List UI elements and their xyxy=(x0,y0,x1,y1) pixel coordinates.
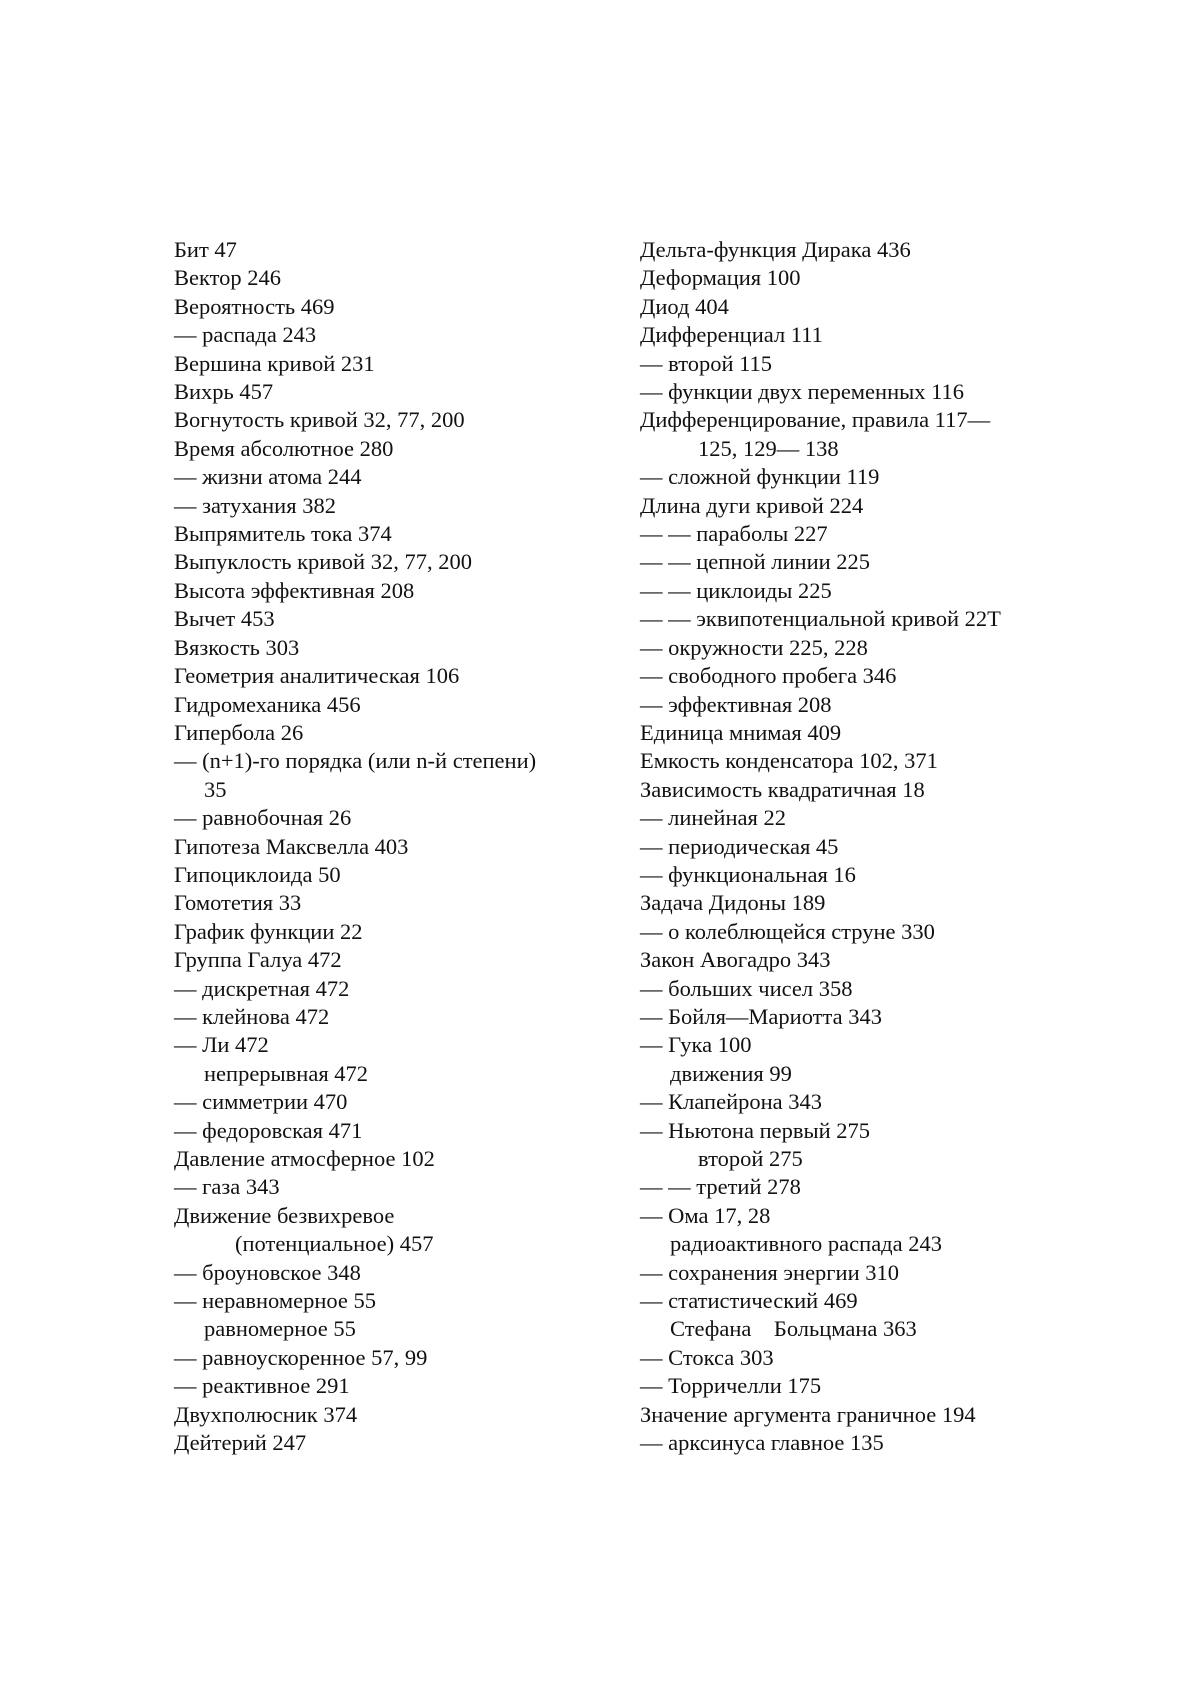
index-entry: — реактивное 291 xyxy=(174,1372,614,1400)
index-entry: — Бойля—Мариотта 343 xyxy=(640,1003,1060,1031)
index-entry: — линейная 22 xyxy=(640,804,1060,832)
index-entry: Гомотетия 33 xyxy=(174,889,614,917)
index-entry: Стефана Больцмана 363 xyxy=(640,1315,1060,1343)
index-entry: Время абсолютное 280 xyxy=(174,435,614,463)
index-entry: Давление атмосферное 102 xyxy=(174,1145,614,1173)
index-entry: — сложной функции 119 xyxy=(640,463,1060,491)
index-entry: 125, 129— 138 xyxy=(640,435,1060,463)
index-entry: непрерывная 472 xyxy=(174,1060,614,1088)
index-entry: — неравномерное 55 xyxy=(174,1287,614,1315)
index-entry: — Ли 472 xyxy=(174,1031,614,1059)
index-entry: — Ньютона первый 275 xyxy=(640,1117,1060,1145)
index-entry: — (n+1)-го порядка (или n-й степени) xyxy=(174,747,614,775)
index-entry: второй 275 xyxy=(640,1145,1060,1173)
index-entry: — — цепной линии 225 xyxy=(640,548,1060,576)
index-entry: Диод 404 xyxy=(640,293,1060,321)
index-entry: равномерное 55 xyxy=(174,1315,614,1343)
index-entry: Высота эффективная 208 xyxy=(174,577,614,605)
index-entry: — Стокса 303 xyxy=(640,1344,1060,1372)
index-entry: Движение безвихревое xyxy=(174,1202,614,1230)
index-entry: — арксинуса главное 135 xyxy=(640,1429,1060,1457)
index-entry: Вероятность 469 xyxy=(174,293,614,321)
index-entry: Значение аргумента граничное 194 xyxy=(640,1401,1060,1429)
index-entry: Группа Галуа 472 xyxy=(174,946,614,974)
index-entry: (потенциальное) 457 xyxy=(174,1230,614,1258)
index-entry: — периодическая 45 xyxy=(640,833,1060,861)
index-entry: Емкость конденсатора 102, 371 xyxy=(640,747,1060,775)
index-entry: Закон Авогадро 343 xyxy=(640,946,1060,974)
index-entry: движения 99 xyxy=(640,1060,1060,1088)
index-entry: — окружности 225, 228 xyxy=(640,634,1060,662)
index-entry: — о колеблющейся струне 330 xyxy=(640,918,1060,946)
index-entry: — жизни атома 244 xyxy=(174,463,614,491)
index-entry: Задача Дидоны 189 xyxy=(640,889,1060,917)
index-entry: — дискретная 472 xyxy=(174,975,614,1003)
index-entry: — эффективная 208 xyxy=(640,691,1060,719)
index-column-right xyxy=(640,236,1060,1457)
index-page xyxy=(0,0,1200,1698)
index-entry: — — третий 278 xyxy=(640,1173,1060,1201)
index-entry: — функциональная 16 xyxy=(640,861,1060,889)
index-entry: Дельта-функция Дирака 436 xyxy=(640,236,1060,264)
index-entry: — — циклоиды 225 xyxy=(640,577,1060,605)
index-entry: Вычет 453 xyxy=(174,605,614,633)
index-entry: — статистический 469 xyxy=(640,1287,1060,1315)
index-entry: — — параболы 227 xyxy=(640,520,1060,548)
index-entry: Вязкость 303 xyxy=(174,634,614,662)
index-entry: — больших чисел 358 xyxy=(640,975,1060,1003)
index-entry: — — эквипотенциальной кривой 22Т xyxy=(640,605,1060,633)
index-entry: — распада 243 xyxy=(174,321,614,349)
index-entry: Дифференцирование, правила 117— xyxy=(640,406,1060,434)
index-entry: — симметрии 470 xyxy=(174,1088,614,1116)
index-entry: — федоровская 471 xyxy=(174,1117,614,1145)
index-entry: Вершина кривой 231 xyxy=(174,350,614,378)
index-entry: — Торричелли 175 xyxy=(640,1372,1060,1400)
index-entry: Гипоциклоида 50 xyxy=(174,861,614,889)
index-entry: Зависимость квадратичная 18 xyxy=(640,776,1060,804)
index-entry: — клейнова 472 xyxy=(174,1003,614,1031)
index-entry: Геометрия аналитическая 106 xyxy=(174,662,614,690)
index-entry: 35 xyxy=(174,776,614,804)
index-entry: — затухания 382 xyxy=(174,492,614,520)
index-entry: — Ома 17, 28 xyxy=(640,1202,1060,1230)
index-entry: — второй 115 xyxy=(640,350,1060,378)
index-entry: Двухполюсник 374 xyxy=(174,1401,614,1429)
index-entry: — сохранения энергии 310 xyxy=(640,1259,1060,1287)
index-entry: Вихрь 457 xyxy=(174,378,614,406)
index-entry: — равноускоренное 57, 99 xyxy=(174,1344,614,1372)
index-entry: Дифференциал 111 xyxy=(640,321,1060,349)
index-entry: — функции двух переменных 116 xyxy=(640,378,1060,406)
index-entry: — Клапейрона 343 xyxy=(640,1088,1060,1116)
index-entry: Выпуклость кривой 32, 77, 200 xyxy=(174,548,614,576)
index-entry: — равнобочная 26 xyxy=(174,804,614,832)
index-entry: Гипотеза Максвелла 403 xyxy=(174,833,614,861)
index-entry: Вектор 246 xyxy=(174,264,614,292)
index-entry: Длина дуги кривой 224 xyxy=(640,492,1060,520)
index-entry: График функции 22 xyxy=(174,918,614,946)
index-entry: Вогнутость кривой 32, 77, 200 xyxy=(174,406,614,434)
index-entry: — броуновское 348 xyxy=(174,1259,614,1287)
index-entry: Деформация 100 xyxy=(640,264,1060,292)
index-entry: — газа 343 xyxy=(174,1173,614,1201)
index-entry: Выпрямитель тока 374 xyxy=(174,520,614,548)
index-entry: Единица мнимая 409 xyxy=(640,719,1060,747)
index-entry: — свободного пробега 346 xyxy=(640,662,1060,690)
index-entry: Гипербола 26 xyxy=(174,719,614,747)
index-entry: — Гука 100 xyxy=(640,1031,1060,1059)
index-entry: Бит 47 xyxy=(174,236,614,264)
index-entry: радиоактивного распада 243 xyxy=(640,1230,1060,1258)
index-entry: Дейтерий 247 xyxy=(174,1429,614,1457)
index-entry: Гидромеханика 456 xyxy=(174,691,614,719)
index-column-left xyxy=(174,236,614,1457)
